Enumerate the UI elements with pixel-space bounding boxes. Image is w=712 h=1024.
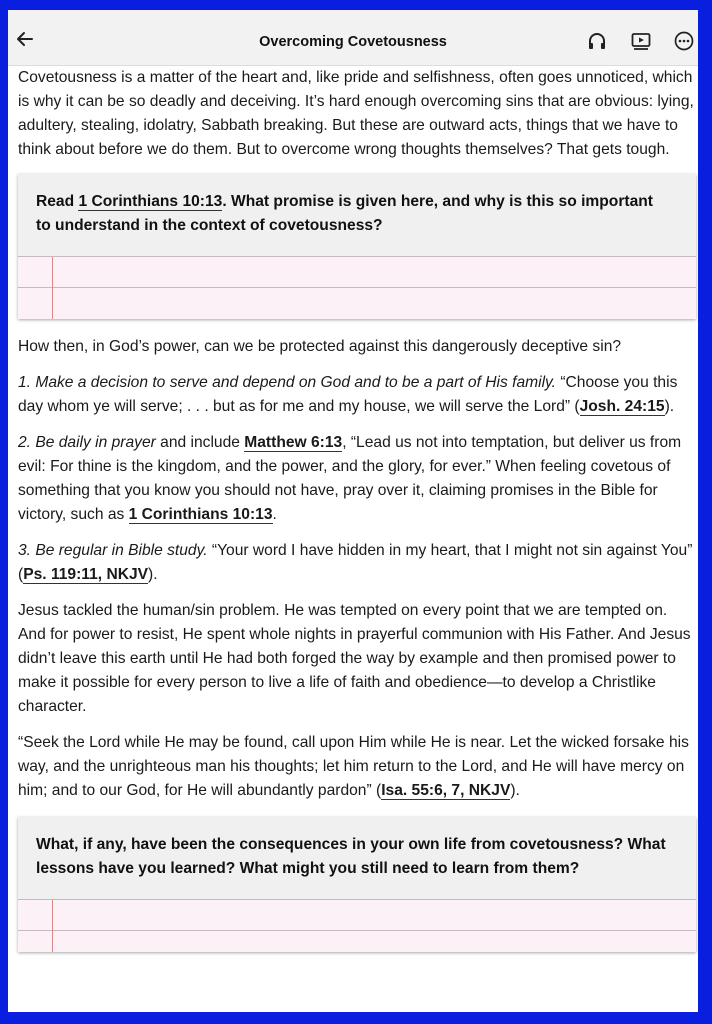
scripture-link[interactable]: Isa. 55:6, 7, NKJV (381, 782, 511, 799)
intro-paragraph: Covetousness is a matter of the heart and, like pride and selfishness, often goes unnoticed, which is why it can be so deadly and deceiving. It’s hard enough overcoming sins that are obvious: lying, adultery, stealing, idolatry, Sabbath breaking. But these are outward acts, things that we have to think about before we do them. But to overcome wrong thoughts themselves? That gets tough. (18, 69, 694, 158)
question-box-2 (18, 817, 696, 952)
scripture-link[interactable]: 1 Corinthians 10:13 (128, 506, 273, 523)
headphones-icon[interactable] (586, 30, 608, 52)
jesus-paragraph: Jesus tackled the human/sin problem. He was tempted on every point that we are tempted on. And for power to resist, He spent whole nights in prayerful communion with His Father. And Jesus didn’t leave this earth until He had both forged the way by example and then promised power to make it possible for every person to live a life of faith and obedience—to develop a Christlike character. (18, 602, 691, 715)
scripture-link[interactable]: Josh. 24:15 (579, 398, 665, 415)
app-window (8, 10, 698, 1012)
question-2-text: What, if any, have been the consequences in your own life from covetousness? What lessons have you learned? What might you still need to learn from them? (36, 836, 666, 877)
answer-field-1[interactable] (18, 256, 696, 319)
question-box-1 (18, 174, 696, 319)
scripture-link[interactable]: Ps. 119:11, NKJV (23, 566, 149, 583)
point-1-paragraph: 1. Make a decision to serve and depend on God and to be a part of His family. “Choose you this day whom ye will serve; . . . but as for me and my house, we will serve the Lord” (Josh. 24:15). (18, 374, 678, 415)
answer-field-2[interactable] (18, 899, 696, 952)
page-title: Overcoming Covetousness (259, 34, 447, 50)
more-options-icon[interactable] (673, 30, 695, 52)
question-1-text: Read 1 Corinthians 10:13. What promise is given here, and why is this so important to understand in the context of covetousness? (36, 193, 653, 234)
scripture-link[interactable]: 1 Corinthians 10:13 (78, 193, 223, 210)
scripture-link[interactable]: Matthew 6:13 (244, 434, 343, 451)
lesson-content (18, 66, 694, 968)
transition-paragraph: How then, in God’s power, can we be protected against this dangerously deceptive sin? (18, 338, 622, 355)
top-bar (8, 10, 698, 66)
quote-paragraph: “Seek the Lord while He may be found, call upon Him while He is near. Let the wicked forsake his way, and the unrighteous man his thoughts; let him return to the Lord, and He will have mercy on him; and to our God, for He will abundantly pardon” (Isa. 55:6, 7, NKJV). (18, 734, 689, 799)
point-3-paragraph: 3. Be regular in Bible study. “Your word I have hidden in my heart, that I might not sin against You” (Ps. 119:11, NKJV). (18, 542, 693, 583)
point-2-paragraph: 2. Be daily in prayer and include Matthew 6:13, “Lead us not into temptation, but deliver us from evil: For thine is the kingdom, and the power, and the glory, for ever.” When feeling covetous of something that you know you should not have, pray over it, claiming promises in the Bible for victory, such as 1 Corinthians 10:13. (18, 434, 682, 523)
video-play-icon[interactable] (630, 30, 652, 52)
